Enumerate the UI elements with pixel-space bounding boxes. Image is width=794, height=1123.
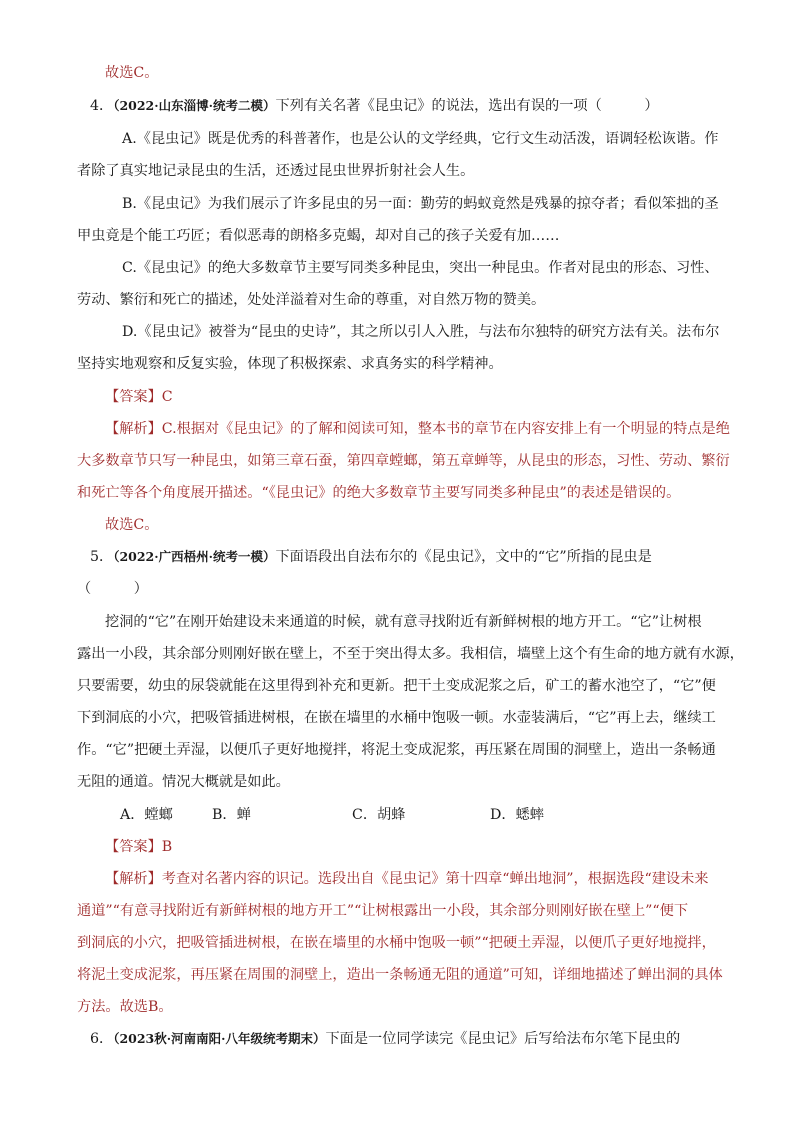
q5-answer-blank: （ ）	[77, 581, 148, 597]
q4-option-d-line1: D.《昆虫记》被誉为“昆虫的史诗”，其之所以引人入胜，与法布尔独特的研究方法有关。法布尔	[122, 324, 720, 340]
q5-header	[90, 547, 652, 567]
q4-answer: 【答案】C	[105, 389, 173, 405]
q5-passage-line6: 无阻的通道。情况大概就是如此。	[77, 774, 290, 790]
q5-analysis-line2: 通道”“有意寻找附近有新鲜树根的地方开工”“让树根露出一小段，其余部分则刚好嵌在壁上”“便下	[77, 903, 689, 919]
q5-passage-line1: 挖洞的“它”在刚开始建设未来通道的时候，就有意寻找附近有新鲜树根的地方开工。“它”让树根	[105, 614, 702, 630]
q4-conclusion: 故选C。	[105, 517, 159, 533]
q5-number: 5．	[90, 549, 114, 565]
q4-option-d-line2: 坚持实地观察和反复实验，体现了积极探索、求真务实的科学精神。	[77, 356, 503, 372]
q5-source: （2022·广西梧州·统考一模）	[113, 549, 276, 564]
q4-option-a-line1: A.《昆虫记》既是优秀的科普著作，也是公认的文学经典，它行文生动活泼，语调轻松诙谐。作	[122, 131, 719, 147]
q4-source: （2022·山东淄博·统考二模）	[113, 98, 276, 113]
q4-analysis-line2: 大多数章节只写一种昆虫，如第三章石蚕，第四章螳螂，第五章蝉等，从昆虫的形态，习性、劳动、繁衍	[77, 453, 730, 469]
q5-analysis-line1: 【解析】考查对名著内容的识记。选段出自《昆虫记》第十四章“蝉出地洞”，根据选段“建设未来	[105, 871, 709, 887]
q4-number: 4．	[90, 98, 114, 114]
q6-source: （2023秋·河南南阳·八年级统考期末）	[113, 1031, 326, 1046]
q6-header	[90, 1029, 680, 1049]
q5-analysis-line4: 将泥土变成泥浆，再压紧在周围的洞壁上，造出一条畅通无阻的通道”可知，详细地描述了蝉出洞的具体	[77, 967, 723, 983]
q4-header	[90, 96, 659, 116]
q6-stem: 下面是一位同学读完《昆虫记》后写给法布尔笔下昆虫的	[325, 1031, 681, 1047]
q5-answer: 【答案】B	[105, 839, 173, 855]
q4-option-c-line2: 劳动、繁衍和死亡的描述，处处洋溢着对生命的尊重，对自然万物的赞美。	[77, 292, 546, 308]
q5-passage-line5: 作。“它”把硬土弄湿，以便爪子更好地搅拌，将泥土变成泥浆，再压紧在周围的洞壁上，造出一条畅通	[77, 742, 716, 758]
q5-passage-line3: 只要需要，幼虫的尿袋就能在这里得到补充和更新。把干土变成泥浆之后，矿工的蓄水池空了，“它”便	[77, 678, 716, 694]
q5-analysis-line5: 方法。故选B。	[77, 999, 173, 1015]
q5-option-a: A．螳螂	[120, 807, 173, 823]
q4-analysis-line3: 和死亡等各个角度展开描述。“《昆虫记》的绝大多数章节主要写同类多种昆虫”的表述是错误的。	[77, 485, 681, 501]
q5-analysis-line3: 到洞底的小穴，把吸管插进树根，在嵌在墙里的水桶中饱吸一顿”“把硬土弄湿，以便爪子更好地搅拌，	[77, 935, 716, 951]
q5-option-b: B．蝉	[212, 807, 251, 823]
q4-analysis-line1: 【解析】C.根据对《昆虫记》的了解和阅读可知，整本书的章节在内容安排上有一个明显的特点是绝	[105, 421, 730, 437]
q4-stem: 下列有关名著《昆虫记》的说法，选出有误的一项（ ）	[275, 98, 659, 114]
q4-option-b-line1: B.《昆虫记》为我们展示了许多昆虫的另一面：勤劳的蚂蚁竟然是残暴的掠夺者；看似笨拙的圣	[122, 196, 719, 212]
q3-conclusion: 故选C。	[105, 65, 159, 81]
q4-option-c-line1: C.《昆虫记》的绝大多数章节主要写同类多种昆虫，突出一种昆虫。作者对昆虫的形态、习性、	[122, 260, 719, 276]
q5-passage-line2: 露出一小段，其余部分则刚好嵌在壁上，不至于突出得太多。我相信，墙壁上这个有生命的地方就有水源，	[77, 646, 744, 662]
q5-option-d: D．蟋蟀	[490, 807, 544, 823]
q5-passage-line4: 下到洞底的小穴，把吸管插进树根，在嵌在墙里的水桶中饱吸一顿。水壶装满后，“它”再上去，继续工	[77, 710, 716, 726]
q4-option-b-line2: 甲虫竟是个能工巧匠；看似恶毒的朗格多克蝎，却对自己的孩子关爱有加……	[77, 228, 560, 244]
q5-stem: 下面语段出自法布尔的《昆虫记》，文中的“它”所指的昆虫是	[275, 549, 652, 565]
q4-option-a-line2: 者除了真实地记录昆虫的生活，还透过昆虫世界折射社会人生。	[77, 163, 475, 179]
q5-option-c: C．胡蜂	[352, 807, 406, 823]
q6-number: 6．	[90, 1031, 114, 1047]
